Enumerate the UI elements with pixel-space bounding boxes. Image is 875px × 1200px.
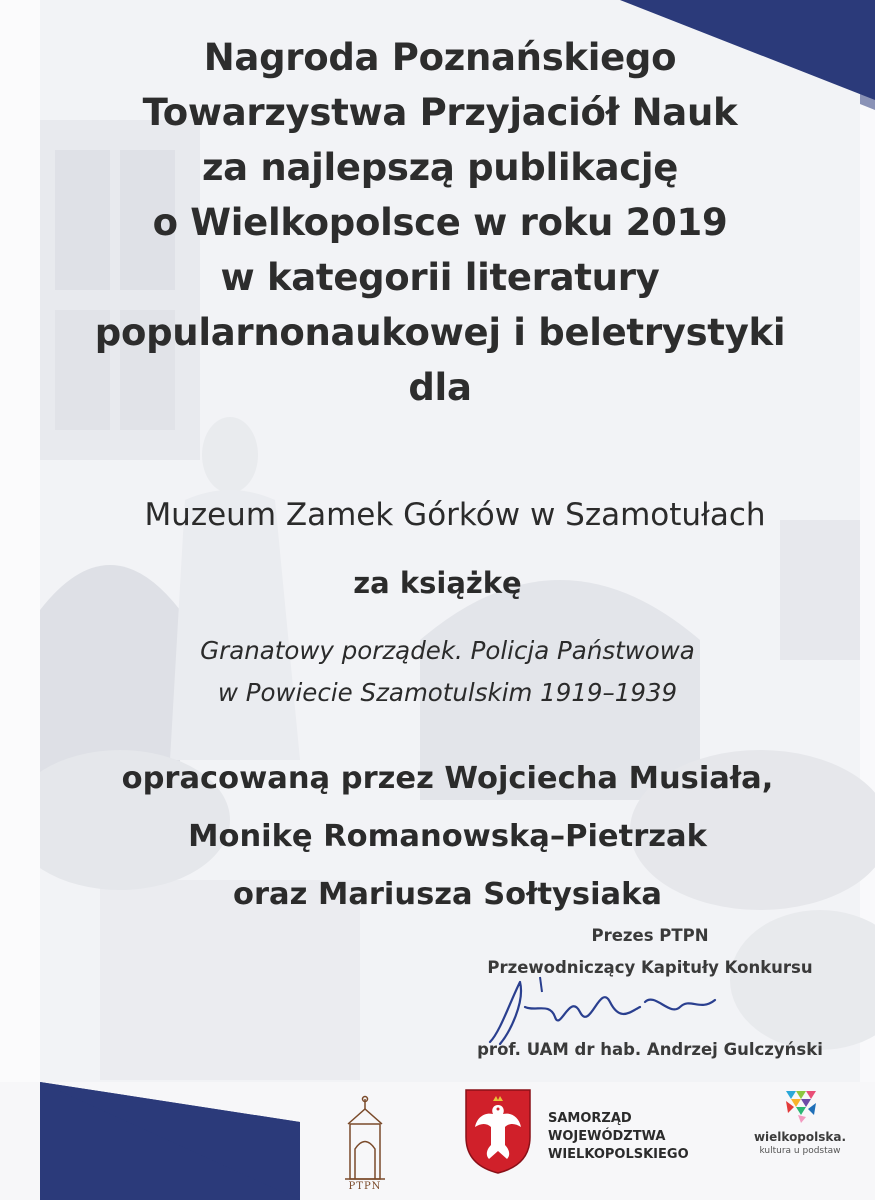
footer-band xyxy=(0,1082,875,1200)
award-title xyxy=(40,30,840,415)
award-title-line: za najlepszą publikację xyxy=(201,146,679,189)
recipient-name: Muzeum Zamek Górków w Szamotułach xyxy=(144,497,766,533)
eagle-crest-icon xyxy=(463,1087,533,1175)
authors-list xyxy=(30,750,865,924)
ptpn-label: PTPN xyxy=(348,1181,382,1192)
wielkopolska-brand-name: wielkopolska. xyxy=(753,1130,847,1144)
book-title xyxy=(30,630,865,714)
region-name-line: SAMORZĄD WOJEWÓDZTWA xyxy=(548,1111,666,1144)
region-name xyxy=(548,1110,748,1164)
wielkopolska-brand-tagline: kultura u podstaw xyxy=(759,1146,841,1156)
for-book-label: za książkę xyxy=(353,566,522,600)
wielkopolska-logo-icon xyxy=(782,1087,820,1125)
award-title-line: o Wielkopolsce w roku 2019 xyxy=(152,201,728,244)
award-title-line: popularnonaukowej i beletrystyki xyxy=(94,311,786,354)
signatory-name: prof. UAM dr hab. Andrzej Gulczyński xyxy=(477,1040,823,1059)
book-title-line: Granatowy porządek. Policja Państwowa xyxy=(200,636,695,665)
award-title-line: Towarzystwa Przyjaciół Nauk xyxy=(142,91,738,134)
signatory-role-line: Przewodniczący Kapituły Konkursu xyxy=(487,958,813,977)
ptpn-logo-icon xyxy=(330,1094,400,1194)
book-title-line: w Powiecie Szamotulskim 1919–1939 xyxy=(217,678,678,707)
award-title-line: Nagroda Poznańskiego xyxy=(203,36,677,79)
region-name-line: WIELKOPOLSKIEGO xyxy=(548,1147,689,1162)
authors-line: opracowaną przez Wojciecha Musiała, xyxy=(121,761,774,796)
award-title-line: dla xyxy=(408,366,472,409)
signatory-role-line: Prezes PTPN xyxy=(591,926,709,945)
signature-icon xyxy=(480,962,720,1052)
award-title-line: w kategorii literatury xyxy=(220,256,660,299)
authors-line: oraz Mariusza Sołtysiaka xyxy=(233,877,662,912)
authors-line: Monikę Romanowską–Pietrzak xyxy=(188,819,707,854)
